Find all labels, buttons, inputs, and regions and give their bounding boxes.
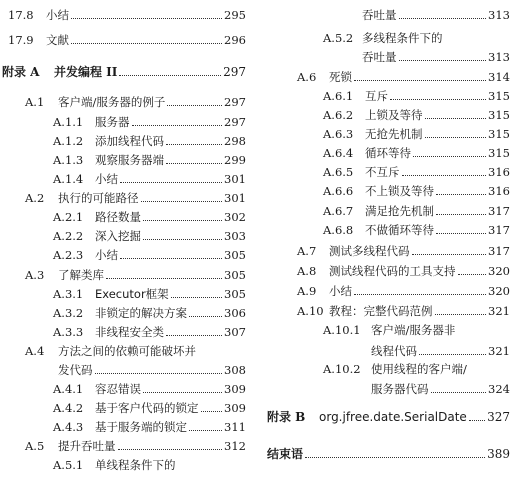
leader-dots [106, 278, 222, 279]
leader-dots [354, 294, 486, 295]
entry-number: A.6.7 [323, 204, 354, 218]
toc-entry-continuation [323, 50, 510, 64]
toc-entry [323, 127, 510, 141]
entry-page: 315 [488, 146, 510, 160]
entry-title: 不上锁及等待 [365, 184, 434, 198]
entry-number: A.10.2 [323, 362, 361, 376]
entry-number: A.1.4 [53, 172, 84, 186]
leader-dots [402, 175, 487, 176]
entry-page: 312 [224, 439, 246, 453]
leader-dots [166, 144, 222, 145]
entry-title: 吞吐量 [362, 8, 397, 22]
leader-dots [435, 314, 487, 315]
entry-title: 多线程条件下的 [362, 31, 443, 45]
entry-number: A.2.3 [53, 248, 84, 262]
entry-title: 容忍错误 [95, 382, 141, 396]
entry-page: 389 [487, 447, 510, 461]
entry-page: 295 [224, 8, 246, 22]
toc-entry-continuation [323, 382, 510, 396]
leader-dots [305, 457, 485, 458]
toc-entry [323, 108, 510, 122]
leader-dots [171, 297, 222, 298]
entry-page: 296 [224, 33, 246, 47]
entry-number: A.10 [297, 304, 324, 318]
entry-title: 循环等待 [365, 146, 411, 160]
entry-title: 结束语 [267, 447, 304, 461]
toc-entry [53, 248, 246, 262]
entry-number: A.4.1 [53, 382, 84, 396]
toc-entry [53, 306, 246, 320]
toc-entry [25, 268, 246, 282]
entry-title: 并发编程 II [54, 65, 118, 79]
entry-number: 17.8 [8, 8, 34, 22]
entry-title: 单线程条件下的 [95, 458, 176, 472]
entry-page: 315 [488, 127, 510, 141]
entry-page: 305 [224, 268, 246, 282]
entry-number: A.6.3 [323, 127, 354, 141]
toc-entry-continuation [323, 344, 510, 358]
entry-number: 附录 B [267, 410, 306, 424]
toc-entry-epilogue [267, 447, 510, 461]
entry-page: 316 [488, 184, 510, 198]
entry-page: 320 [488, 284, 510, 298]
entry-number: A.2 [25, 191, 45, 205]
entry-title: 执行的可能路径 [58, 191, 139, 205]
entry-page: 317 [488, 244, 510, 258]
leader-dots [167, 105, 222, 106]
toc-entry [53, 325, 246, 339]
entry-number: A.7 [297, 244, 317, 258]
toc-entry [53, 115, 246, 129]
entry-page: 311 [224, 420, 246, 434]
entry-title: 无抢先机制 [365, 127, 423, 141]
entry-number: 附录 A [2, 65, 40, 79]
entry-page: 307 [224, 325, 246, 339]
leader-dots [399, 18, 487, 19]
entry-title: 方法之间的依赖可能破坏并 [58, 344, 196, 358]
leader-dots [469, 420, 485, 421]
toc-entry [53, 420, 246, 434]
toc-entry-continuation [323, 8, 510, 22]
leader-dots [354, 80, 486, 81]
toc-entry [25, 95, 246, 109]
toc-entry [8, 33, 246, 47]
leader-dots [143, 239, 222, 240]
toc-entry [323, 362, 510, 376]
entry-title: 测试线程代码的工具支持 [329, 264, 456, 278]
entry-title: 提升吞吐量 [58, 439, 116, 453]
entry-title: 小结 [46, 8, 69, 22]
leader-dots [419, 354, 486, 355]
entry-title: 互斥 [365, 89, 388, 103]
leader-dots [189, 430, 222, 431]
leader-dots [143, 392, 222, 393]
leader-dots [143, 220, 222, 221]
entry-title: Executor框架 [95, 287, 169, 301]
entry-title: 上锁及等待 [365, 108, 423, 122]
entry-number: A.3.1 [53, 287, 84, 301]
entry-number: 17.9 [8, 33, 34, 47]
entry-page: 298 [224, 134, 246, 148]
entry-title: 服务器 [95, 115, 130, 129]
leader-dots [95, 373, 223, 374]
entry-number: A.4.3 [53, 420, 84, 434]
leader-dots [119, 75, 221, 76]
entry-page: 305 [224, 287, 246, 301]
toc-entry [53, 287, 246, 301]
entry-title: 不互斥 [365, 165, 400, 179]
leader-dots [201, 411, 223, 412]
entry-number: A.1.3 [53, 153, 84, 167]
entry-number: A.10.1 [323, 323, 361, 337]
entry-number: A.6.5 [323, 165, 354, 179]
entry-title: 了解类库 [58, 268, 104, 282]
toc-entry [53, 382, 246, 396]
entry-title: 测试多线程代码 [329, 244, 410, 258]
entry-page: 297 [223, 65, 246, 79]
entry-title: 基于客户代码的锁定 [95, 401, 199, 415]
toc-entry [53, 134, 246, 148]
entry-page: 301 [224, 172, 246, 186]
entry-title: 死锁 [329, 70, 352, 84]
leader-dots [431, 392, 487, 393]
entry-number: A.3.2 [53, 306, 84, 320]
entry-title: 添加线程代码 [95, 134, 164, 148]
entry-title: 小结 [95, 248, 118, 262]
toc-entry [25, 344, 246, 358]
entry-title: 发代码 [58, 363, 93, 377]
leader-dots [120, 258, 222, 259]
entry-title: 小结 [95, 172, 118, 186]
entry-title: 吞吐量 [362, 50, 397, 64]
entry-number: A.2.2 [53, 229, 84, 243]
leader-dots [118, 449, 223, 450]
entry-title: 观察服务器端 [95, 153, 164, 167]
leader-dots [412, 254, 487, 255]
entry-page: 327 [487, 410, 510, 424]
toc-entry [297, 304, 510, 318]
toc-entry-appendix [267, 410, 510, 424]
leader-dots [399, 60, 487, 61]
leader-dots [458, 274, 487, 275]
entry-number: A.6.2 [323, 108, 354, 122]
toc-entry [323, 165, 510, 179]
leader-dots [120, 182, 222, 183]
entry-page: 315 [488, 89, 510, 103]
entry-page: 309 [224, 401, 246, 415]
toc-entry [323, 31, 510, 45]
entry-page: 306 [224, 306, 246, 320]
leader-dots [166, 163, 222, 164]
entry-number: A.4 [25, 344, 45, 358]
entry-page: 320 [488, 264, 510, 278]
entry-page: 324 [488, 382, 510, 396]
entry-title: org.jfree.date.SerialDate [319, 410, 467, 424]
leader-dots [132, 125, 223, 126]
toc-entry [53, 153, 246, 167]
entry-number: A.6 [297, 70, 317, 84]
toc-entry [53, 458, 246, 472]
leader-dots [413, 156, 486, 157]
entry-title: 满足抢先机制 [365, 204, 434, 218]
entry-title: 不做循环等待 [365, 223, 434, 237]
entry-number: A.1.1 [53, 115, 84, 129]
entry-number: A.6.4 [323, 146, 354, 160]
entry-page: 313 [488, 50, 510, 64]
toc-entry [323, 323, 510, 337]
entry-number: A.3.3 [53, 325, 84, 339]
entry-title: 线程代码 [371, 344, 417, 358]
entry-page: 308 [224, 363, 246, 377]
entry-page: 302 [224, 210, 246, 224]
entry-title: 深入挖掘 [95, 229, 141, 243]
entry-title: 小结 [329, 284, 352, 298]
entry-title: 路径数量 [95, 210, 141, 224]
entry-number: A.5.1 [53, 458, 84, 472]
toc-entry-continuation [25, 363, 246, 377]
entry-number: A.5.2 [323, 31, 354, 45]
entry-number: A.3 [25, 268, 45, 282]
toc-entry [8, 8, 246, 22]
toc-entry [25, 191, 246, 205]
entry-number: A.6.8 [323, 223, 354, 237]
entry-title: 教程：完整代码范例 [329, 304, 433, 318]
entry-page: 301 [224, 191, 246, 205]
toc-entry [323, 223, 510, 237]
toc-entry [323, 89, 510, 103]
entry-title: 客户端/服务器的例子 [58, 95, 166, 109]
entry-number: A.2.1 [53, 210, 84, 224]
entry-page: 317 [488, 204, 510, 218]
leader-dots [425, 137, 487, 138]
leader-dots [390, 99, 486, 100]
entry-page: 309 [224, 382, 246, 396]
toc-entry-appendix [2, 65, 246, 79]
entry-page: 314 [488, 70, 510, 84]
toc-entry [323, 204, 510, 218]
entry-number: A.4.2 [53, 401, 84, 415]
entry-number: A.1.2 [53, 134, 84, 148]
entry-page: 315 [488, 108, 510, 122]
leader-dots [71, 18, 222, 19]
leader-dots [166, 335, 222, 336]
entry-page: 297 [224, 95, 246, 109]
leader-dots [436, 194, 486, 195]
leader-dots [141, 201, 223, 202]
toc-entry [323, 184, 510, 198]
entry-page: 321 [488, 344, 510, 358]
entry-number: A.9 [297, 284, 317, 298]
toc-entry [53, 172, 246, 186]
entry-title: 使用线程的客户端/ [371, 362, 467, 376]
entry-page: 321 [488, 304, 510, 318]
entry-title: 文献 [46, 33, 69, 47]
entry-page: 299 [224, 153, 246, 167]
entry-title: 非线程安全类 [95, 325, 164, 339]
entry-title: 客户端/服务器非 [371, 323, 456, 337]
entry-page: 303 [224, 229, 246, 243]
toc-entry [323, 146, 510, 160]
leader-dots [436, 233, 486, 234]
toc-entry [297, 244, 510, 258]
leader-dots [436, 214, 486, 215]
toc-entry [297, 284, 510, 298]
entry-number: A.5 [25, 439, 45, 453]
toc-entry [53, 229, 246, 243]
entry-page: 297 [224, 115, 246, 129]
entry-number: A.6.1 [323, 89, 354, 103]
entry-title: 非锁定的解决方案 [95, 306, 187, 320]
leader-dots [71, 43, 222, 44]
toc-entry [53, 210, 246, 224]
entry-title: 基于服务端的锁定 [95, 420, 187, 434]
entry-page: 313 [488, 8, 510, 22]
entry-number: A.6.6 [323, 184, 354, 198]
entry-page: 305 [224, 248, 246, 262]
toc-entry [25, 439, 246, 453]
leader-dots [189, 316, 222, 317]
entry-page: 317 [488, 223, 510, 237]
entry-number: A.8 [297, 264, 317, 278]
toc-entry [53, 401, 246, 415]
entry-page: 316 [488, 165, 510, 179]
entry-title: 服务器代码 [371, 382, 429, 396]
entry-number: A.1 [25, 95, 45, 109]
toc-entry [297, 264, 510, 278]
leader-dots [425, 118, 487, 119]
toc-entry [297, 70, 510, 84]
